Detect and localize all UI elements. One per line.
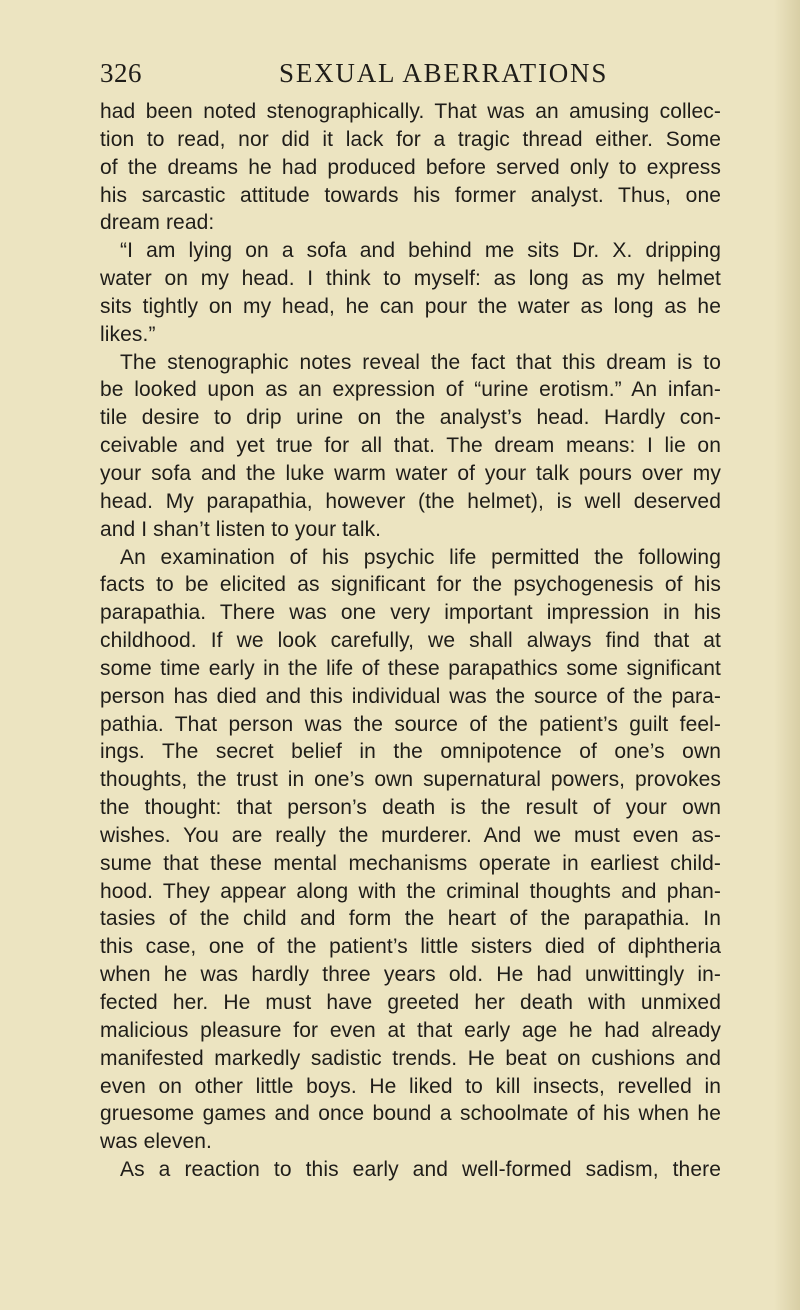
text-line: tion to read, nor did it lack for a tragic thread either. Some — [100, 127, 721, 151]
text-line: sume that these mental mechanisms operate in earliest child- — [100, 851, 721, 875]
page-edge-shadow — [774, 0, 800, 1310]
text-line: was eleven. — [100, 1130, 212, 1154]
body-text — [100, 98, 721, 1184]
text-line: person has died and this individual was the source of the para- — [100, 684, 721, 708]
text-line: The stenographic notes reveal the fact that this dream is to — [120, 350, 721, 374]
text-line: tile desire to drip urine on the analyst’s head. Hardly con- — [100, 406, 721, 430]
text-line: sits tightly on my head, he can pour the water as long as he — [100, 294, 721, 318]
text-line: his sarcastic attitude towards his former analyst. Thus, one — [100, 183, 721, 207]
text-line: and I shan’t listen to your talk. — [100, 517, 382, 541]
text-line: hood. They appear along with the criminal thoughts and phan- — [100, 879, 721, 903]
page-header — [100, 58, 720, 98]
text-line: parapathia. There was one very important impression in his — [100, 601, 721, 625]
text-line: the thought: that person’s death is the result of your own — [100, 796, 721, 820]
text-line: gruesome games and once bound a schoolmate of his when he — [100, 1102, 721, 1126]
text-line: had been noted stenographically. That was an amusing collec- — [100, 100, 721, 123]
text-line: head. My parapathia, however (the helmet), is well deserved — [100, 489, 721, 513]
text-line: be looked upon as an expression of “urine erotism.” An infan- — [100, 378, 721, 402]
text-line: fected her. He must have greeted her death with unmixed — [100, 991, 721, 1014]
text-line: “I am lying on a sofa and behind me sits Dr. X. dripping — [120, 239, 721, 263]
text-line: ings. The secret belief in the omnipotence of one’s own — [100, 740, 721, 764]
text-line: likes.” — [100, 322, 156, 346]
text-line: An examination of his psychic life permitted the following — [120, 545, 721, 569]
text-line: thoughts, the trust in one’s own supernatural powers, provokes — [100, 768, 721, 792]
text-line: ceivable and yet true for all that. The dream means: I lie on — [100, 434, 721, 458]
text-line: As a reaction to this early and well-formed sadism, there — [120, 1158, 721, 1182]
text-line: this case, one of the patient’s little sisters died of diphtheria — [100, 935, 721, 959]
running-head: SEXUAL ABERRATIONS — [279, 58, 609, 88]
text-line: water on my head. I think to myself: as long as my helmet — [100, 267, 721, 291]
page-number: 326 — [100, 58, 142, 88]
text-line: when he was hardly three years old. He had unwittingly in- — [100, 963, 721, 987]
text-line: of the dreams he had produced before served only to express — [100, 155, 721, 179]
text-line: wishes. You are really the murderer. And we must even as- — [100, 823, 721, 847]
text-line: malicious pleasure for even at that early age he had already — [100, 1018, 721, 1042]
text-line: tasies of the child and form the heart of the parapathia. In — [100, 907, 721, 931]
text-line: manifested markedly sadistic trends. He beat on cushions and — [100, 1046, 721, 1070]
text-line: some time early in the life of these parapathics some significant — [100, 656, 721, 680]
text-line: pathia. That person was the source of the patient’s guilt feel- — [100, 712, 721, 736]
text-line: even on other little boys. He liked to kill insects, revelled in — [100, 1074, 721, 1098]
text-line: facts to be elicited as significant for the psychogenesis of his — [100, 573, 721, 597]
text-line: childhood. If we look carefully, we shall always find that at — [100, 629, 721, 653]
text-line: dream read: — [100, 211, 215, 235]
text-line: your sofa and the luke warm water of your talk pours over my — [100, 461, 721, 485]
